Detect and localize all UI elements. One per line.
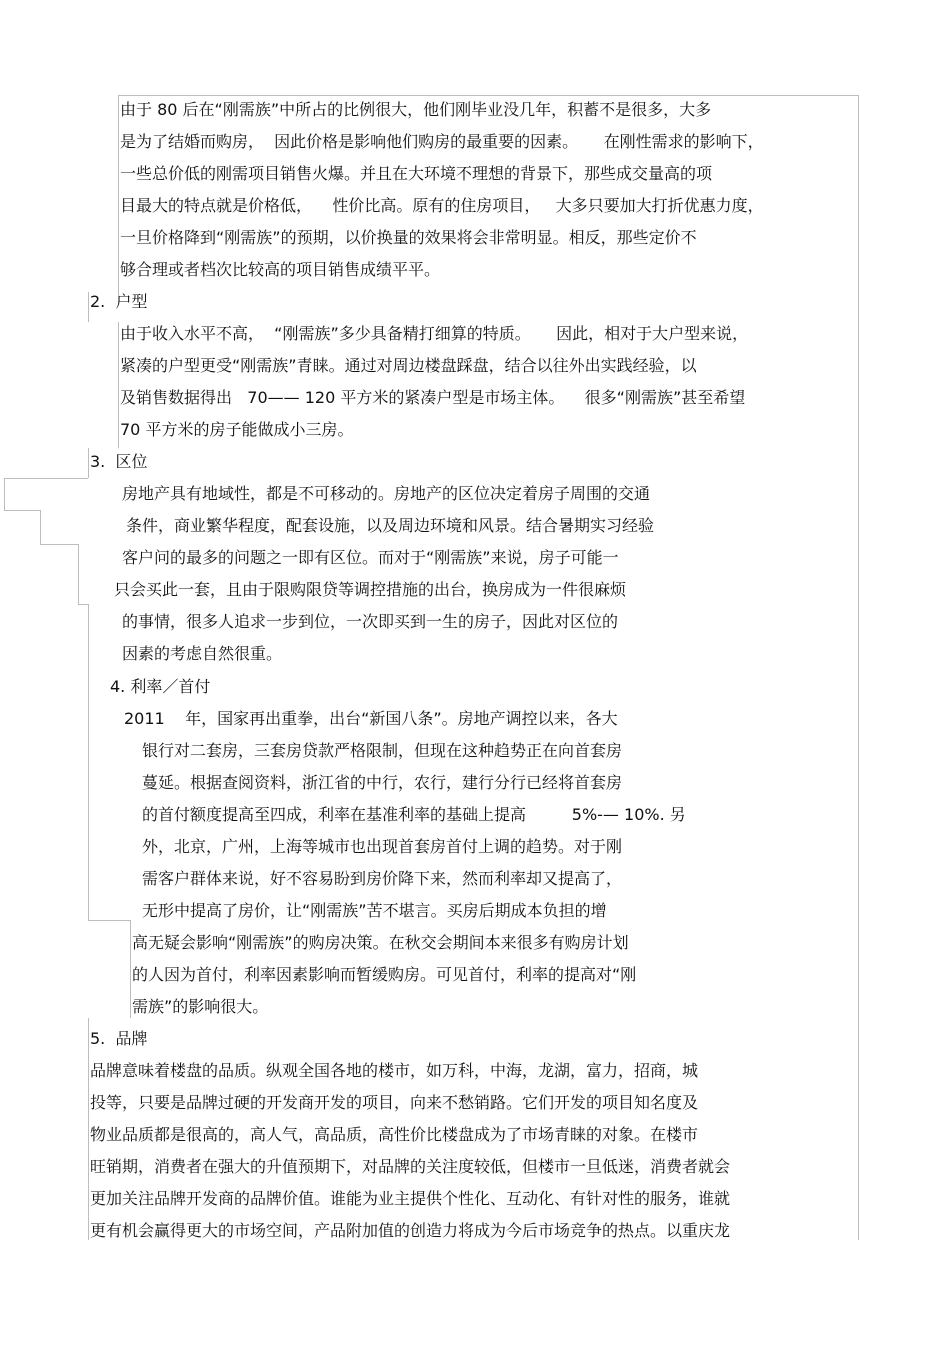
text-line: 的事情，很多人追求一步到位，一次即买到一生的房子，因此对区位的 bbox=[122, 612, 619, 631]
frame-left-rule-6 bbox=[130, 920, 131, 1018]
frame-left-rule-7 bbox=[88, 1018, 89, 1240]
text-line: 房地产具有地域性，都是不可移动的。房地产的区位决定着房子周围的交通 bbox=[122, 484, 651, 503]
text-line: 及销售数据得出 70—— 120 平方米的紧凑户型是市场主体。 很多“刚需族”甚至希望 bbox=[120, 388, 746, 407]
frame-top-rule bbox=[118, 95, 858, 96]
frame-step-v-1 bbox=[4, 478, 5, 510]
frame-step-h-4 bbox=[78, 604, 88, 605]
text-line: 由于收入水平不高， “刚需族”多少具备精打细算的特质。 因此，相对于大户型来说， bbox=[120, 324, 749, 343]
text-line: 需客户群体来说，好不容易盼到房价降下来，然而利率却又提高了， bbox=[142, 869, 623, 888]
section-heading: 5. 品牌 bbox=[90, 1029, 148, 1048]
frame-step-h-2 bbox=[4, 510, 40, 511]
text-line: 够合理或者档次比较高的项目销售成绩平平。 bbox=[120, 260, 441, 279]
text-line: 蔓延。根据查阅资料，浙江省的中行，农行，建行分行已经将首套房 bbox=[142, 773, 623, 792]
text-line: 的人因为首付，利率因素影响而暂缓购房。可见首付，利率的提高对“刚 bbox=[132, 965, 637, 984]
text-line: 2011 年，国家再出重拳，出台“新国八条”。房地产调控以来，各大 bbox=[124, 709, 618, 728]
frame-step-h-1 bbox=[4, 478, 88, 479]
text-line: 只会买此一套，且由于限购限贷等调控措施的出台，换房成为一件很麻烦 bbox=[114, 580, 627, 599]
text-line: 因素的考虑自然很重。 bbox=[122, 644, 283, 663]
text-line: 一些总价低的刚需项目销售火爆。并且在大环境不理想的背景下，那些成交量高的项 bbox=[120, 164, 713, 183]
section-heading: 3. 区位 bbox=[90, 452, 148, 471]
frame-left-rule-5 bbox=[88, 604, 89, 920]
text-line: 外，北京，广州，上海等城市也出现首套房首付上调的趋势。对于刚 bbox=[142, 837, 623, 856]
frame-step-v-3 bbox=[78, 544, 79, 604]
frame-step-v-2 bbox=[40, 510, 41, 544]
text-line: 旺销期，消费者在强大的升值预期下，对品牌的关注度较低，但楼市一旦低迷，消费者就会 bbox=[90, 1157, 731, 1176]
text-line: 70 平方米的房子能做成小三房。 bbox=[120, 420, 354, 439]
text-line: 一旦价格降到“刚需族”的预期，以价换量的效果将会非常明显。相反，那些定价不 bbox=[120, 228, 697, 247]
text-line: 银行对二套房，三套房贷款严格限制，但现在这种趋势正在向首套房 bbox=[142, 741, 623, 760]
text-line: 紧凑的户型更受“刚需族”青睐。通过对周边楼盘踩盘，结合以往外出实践经验，以 bbox=[120, 356, 697, 375]
text-line: 的首付额度提高至四成，利率在基准利率的基础上提高 5%-— 10%. 另 bbox=[142, 805, 686, 824]
text-line: 无形中提高了房价，让“刚需族”苦不堪言。买房后期成本负担的增 bbox=[142, 901, 607, 920]
section-heading: 4. 利率／首付 bbox=[110, 677, 211, 696]
text-line: 投等，只要是品牌过硬的开发商开发的项目，向来不愁销路。它们开发的项目知名度及 bbox=[90, 1093, 699, 1112]
text-line: 高无疑会影响“刚需族”的购房决策。在秋交会期间本来很多有购房计划 bbox=[132, 933, 629, 952]
frame-left-rule-3 bbox=[118, 322, 119, 448]
frame-step-h-5 bbox=[88, 920, 130, 921]
text-line: 品牌意味着楼盘的品质。纵观全国各地的楼市，如万科，中海，龙湖，富力，招商，城 bbox=[90, 1061, 699, 1080]
text-line: 目最大的特点就是价格低， 性价比高。原有的住房项目， 大多只要加大打折优惠力度， bbox=[120, 196, 764, 215]
text-line: 更有机会赢得更大的市场空间，产品附加值的创造力将成为今后市场竞争的热点。以重庆龙 bbox=[90, 1221, 731, 1240]
text-line: 条件，商业繁华程度，配套设施，以及周边环境和风景。结合暑期实习经验 bbox=[126, 516, 655, 535]
text-line: 更加关注品牌开发商的品牌价值。谁能为业主提供个性化、互动化、有针对性的服务，谁就 bbox=[90, 1189, 731, 1208]
text-line: 是为了结婚而购房， 因此价格是影响他们购房的最重要的因素。 在刚性需求的影响下， bbox=[120, 132, 764, 151]
text-line: 需族”的影响很大。 bbox=[132, 997, 269, 1016]
text-line: 物业品质都是很高的，高人气，高品质，高性价比楼盘成为了市场青睐的对象。在楼市 bbox=[90, 1125, 699, 1144]
frame-left-rule-4 bbox=[88, 448, 89, 478]
section-heading: 2. 户型 bbox=[90, 292, 148, 311]
text-line: 由于 80 后在“刚需族”中所占的比例很大，他们刚毕业没几年，积蓄不是很多，大多 bbox=[120, 100, 712, 119]
frame-right-rule bbox=[858, 95, 859, 1240]
frame-left-rule-2 bbox=[88, 292, 89, 322]
frame-left-rule-1 bbox=[118, 95, 119, 295]
frame-step-h-3 bbox=[40, 544, 78, 545]
text-line: 客户问的最多的问题之一即有区位。而对于“刚需族”来说，房子可能一 bbox=[122, 548, 619, 567]
